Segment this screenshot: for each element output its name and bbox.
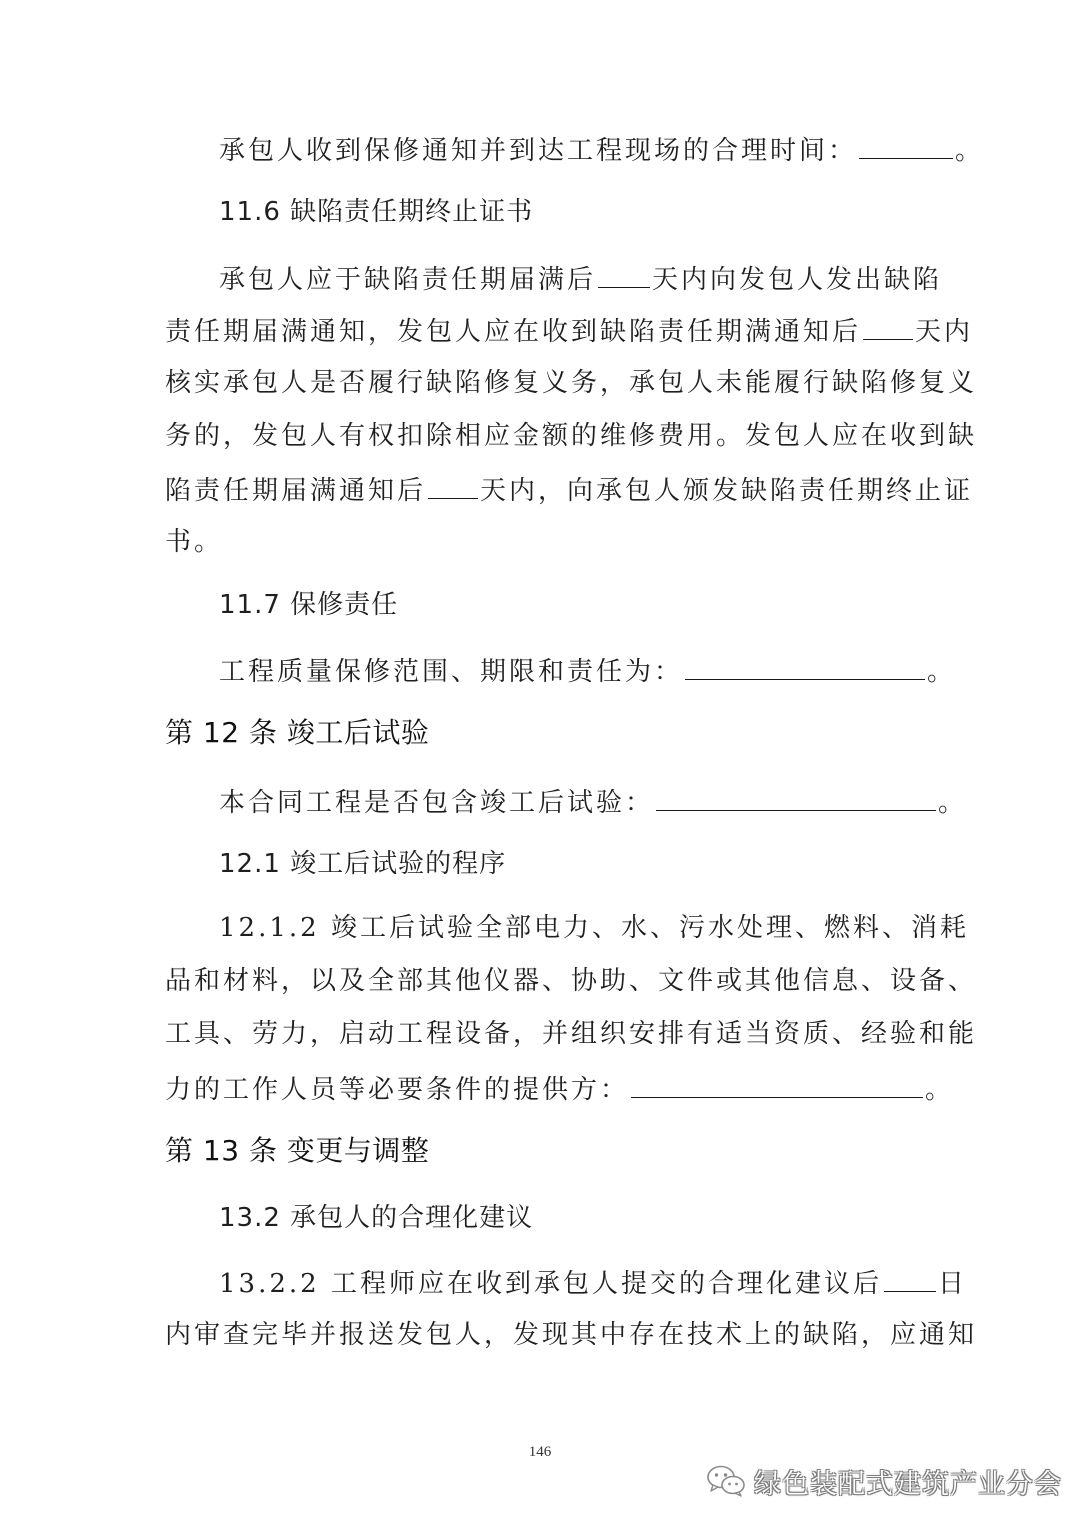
line-text: 。 [927, 657, 957, 687]
fill-blank [428, 472, 478, 499]
line-text: 天内，向承包人颁发缺陷责任期终止证 [480, 476, 974, 506]
paragraph-line [219, 1265, 1080, 1301]
fill-blank [884, 1265, 936, 1292]
line-text: 。 [938, 788, 968, 818]
fill-blank [656, 784, 936, 811]
paragraph-line [219, 261, 1080, 297]
line-text: 工程质量保修范围、期限和责任为： [219, 657, 684, 687]
fill-blank [859, 132, 953, 159]
watermark [706, 1461, 1062, 1501]
paragraph-line [219, 784, 1080, 820]
paragraph-line [219, 132, 1080, 168]
line-text: 责任期届满通知，发包人应在收到缺陷责任期满通知后 [165, 317, 862, 347]
line-text: 本合同工程是否包含竣工后试验： [219, 788, 655, 818]
paragraph-line [165, 472, 1080, 508]
article-heading: 第 12 条 竣工后试验 [165, 716, 430, 749]
line-text: 日 [937, 1269, 967, 1299]
fill-blank [863, 313, 913, 340]
line-text: 天内 [915, 317, 974, 347]
fill-blank [685, 653, 925, 680]
wechat-icon [706, 1464, 746, 1498]
line-text: 力的工作人员等必要条件的提供方： [165, 1075, 630, 1105]
line-text: 承包人应于缺陷责任期届满后 [219, 265, 597, 295]
page-number: 146 [528, 1444, 552, 1460]
article-heading: 第 13 条 变更与调整 [165, 1134, 430, 1167]
section-heading: 12.1 竣工后试验的程序 [219, 849, 507, 879]
paragraph-line: 务的，发包人有权扣除相应金额的维修费用。发包人应在收到缺 [165, 421, 978, 451]
paragraph-line: 书。 [165, 527, 224, 557]
paragraph-line [165, 1071, 1080, 1107]
paragraph-line: 工具、劳力，启动工程设备，并组织安排有适当资质、经验和能 [165, 1019, 978, 1049]
line-text: 。 [955, 136, 985, 166]
paragraph-line: 内审查完毕并报送发包人，发现其中存在技术上的缺陷，应通知 [165, 1320, 978, 1350]
section-heading: 11.6 缺陷责任期终止证书 [219, 197, 534, 227]
paragraph-line: 核实承包人是否履行缺陷修复义务，承包人未能履行缺陷修复义 [165, 368, 978, 398]
line-text: 天内向发包人发出缺陷 [652, 265, 943, 295]
line-text: 承包人收到保修通知并到达工程现场的合理时间： [219, 136, 858, 166]
line-text: 。 [925, 1075, 955, 1105]
section-heading: 13.2 承包人的合理化建议 [219, 1203, 534, 1233]
fill-blank [631, 1071, 923, 1098]
paragraph-line [165, 313, 1080, 349]
watermark-text: 绿色装配式建筑产业分会 [754, 1468, 1062, 1500]
fill-blank [598, 261, 650, 288]
paragraph-line: 品和材料，以及全部其他仪器、协助、文件或其他信息、设备、 [165, 966, 978, 996]
section-heading: 11.7 保修责任 [219, 590, 399, 620]
line-text: 陷责任期届满通知后 [165, 476, 427, 506]
line-text: 13.2.2 工程师应在收到承包人提交的合理化建议后 [219, 1269, 882, 1299]
paragraph-line [219, 653, 1080, 689]
paragraph-line: 12.1.2 竣工后试验全部电力、水、污水处理、燃料、消耗 [219, 913, 969, 943]
